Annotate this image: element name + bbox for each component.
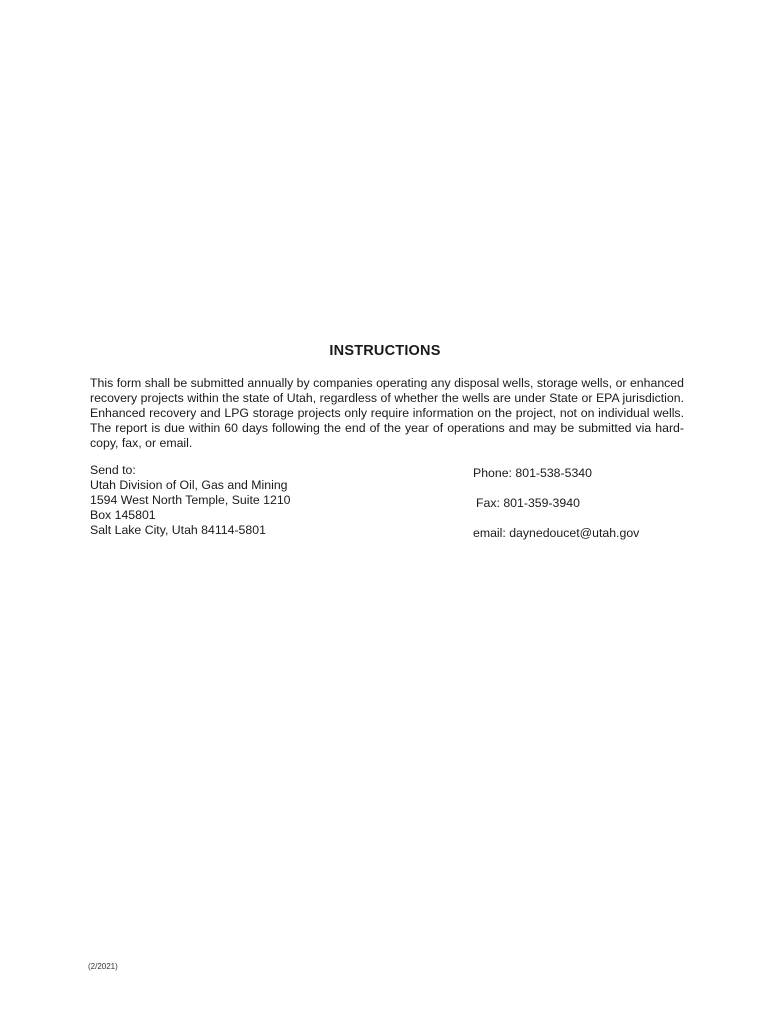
address-line-box: Box 145801	[90, 508, 156, 522]
address-line-street: 1594 West North Temple, Suite 1210	[90, 493, 291, 507]
mailing-address	[90, 463, 420, 538]
instructions-paragraph: This form shall be submitted annually by companies operating any disposal wells, storage wells, or enhanced recovery projects within the state of Utah, regardless of whether the wells are under State or EPA jurisdiction. Enhanced recovery and LPG storage projects only require information on the project, not on individual wells. The report is due within 60 days following the end of the year of operations and may be submitted via hard-copy, fax, or email.	[90, 376, 684, 450]
revision-date: (2/2021)	[88, 962, 118, 971]
address-line-organization: Utah Division of Oil, Gas and Mining	[90, 478, 288, 492]
fax-number: Fax: 801-359-3940	[476, 496, 580, 510]
address-line-city: Salt Lake City, Utah 84114-5801	[90, 523, 266, 537]
email-address: email: daynedoucet@utah.gov	[473, 526, 640, 540]
page-title: INSTRUCTIONS	[329, 343, 441, 359]
phone-number: Phone: 801-538-5340	[473, 466, 592, 480]
address-label: Send to:	[90, 463, 136, 477]
